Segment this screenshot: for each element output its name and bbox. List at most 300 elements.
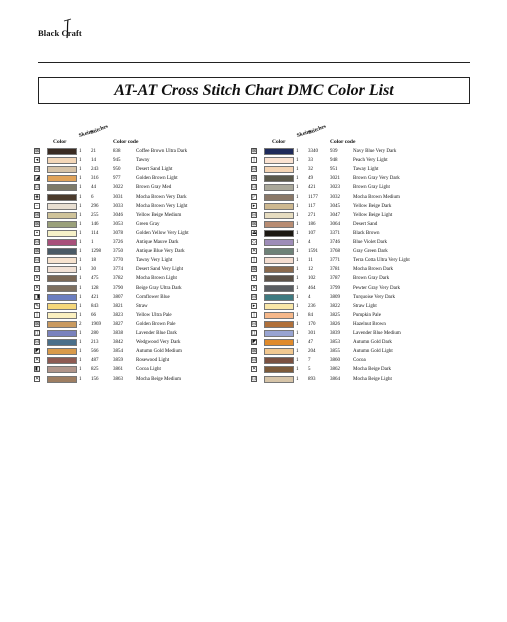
stitches-value: 33 xyxy=(308,158,313,164)
skeins-value: 1 xyxy=(79,212,82,218)
color-row xyxy=(34,202,244,211)
dmc-code: 3821 xyxy=(113,303,123,309)
stitches-value: 421 xyxy=(91,294,99,300)
symbol-icon: ⊠ xyxy=(252,349,257,355)
skeins-value: 1 xyxy=(296,240,299,245)
skeins-value: 1 xyxy=(296,249,299,255)
color-name: Mocha Brown Medium xyxy=(353,194,400,200)
color-name: Lavender Blue Dark xyxy=(136,331,177,336)
color-swatch xyxy=(47,330,77,337)
skeins-value: 1 xyxy=(79,185,82,191)
color-row xyxy=(34,265,244,274)
right-header-stitches: Stitches xyxy=(307,123,328,136)
color-swatch xyxy=(47,212,77,219)
color-row xyxy=(251,329,461,338)
color-row xyxy=(34,165,244,174)
skeins-value: 1 xyxy=(296,340,299,346)
color-row xyxy=(34,147,244,156)
stitches-value: 102 xyxy=(308,276,316,282)
color-row xyxy=(34,293,244,302)
dmc-code: 3768 xyxy=(330,249,340,255)
color-swatch xyxy=(47,157,77,164)
color-row xyxy=(251,193,461,202)
dmc-code: 3078 xyxy=(113,230,123,236)
color-name: Golden Brown Light xyxy=(136,176,178,182)
color-name: Autumn Gold Dark xyxy=(353,340,392,346)
symbol-icon: ◨ xyxy=(35,294,40,300)
color-row xyxy=(251,165,461,174)
stitches-value: 4 xyxy=(308,294,311,300)
dmc-code: 3064 xyxy=(330,221,340,227)
color-name: Mocha Brown Very Dark xyxy=(136,194,187,200)
color-name: Brown Gray Dark xyxy=(353,276,390,282)
symbol-icon: ▸ xyxy=(252,303,256,309)
symbol-icon: ◸ xyxy=(252,194,256,200)
color-swatch xyxy=(264,148,294,155)
color-name: Golden Yellow Very Light xyxy=(136,230,189,236)
skeins-value: 1 xyxy=(79,367,82,373)
color-name: Mocha Beige Dark xyxy=(353,367,392,373)
dmc-code: 3854 xyxy=(113,349,123,355)
color-swatch xyxy=(47,376,77,383)
stitches-value: 170 xyxy=(308,321,316,327)
dmc-code: 3825 xyxy=(330,312,340,318)
skeins-value: 1 xyxy=(296,358,299,364)
dmc-code: 3787 xyxy=(330,276,340,282)
dmc-code: 3032 xyxy=(330,194,340,200)
stitches-value: 66 xyxy=(91,312,96,318)
symbol-icon: ⊟ xyxy=(252,321,257,327)
color-row xyxy=(251,356,461,365)
dmc-code: 977 xyxy=(113,176,121,182)
stitches-value: 47 xyxy=(308,340,313,346)
color-swatch xyxy=(264,230,294,237)
color-swatch xyxy=(47,194,77,201)
color-row xyxy=(34,229,244,238)
color-row xyxy=(34,238,244,247)
stitches-value: 280 xyxy=(91,331,99,336)
color-name: Autumn Gold Medium xyxy=(136,349,182,355)
skeins-value: 1 xyxy=(79,331,82,336)
dmc-code: 3031 xyxy=(113,194,123,200)
color-name: Mocha Beige Medium xyxy=(136,376,181,382)
left-header-skeins: Skeins xyxy=(78,128,95,139)
stitches-value: 6 xyxy=(91,194,94,200)
color-name: Desert Sand Light xyxy=(136,167,173,173)
stitches-value: 21 xyxy=(91,149,96,154)
color-swatch xyxy=(264,257,294,264)
left-header-code: Color code xyxy=(113,139,139,145)
dmc-code: 3860 xyxy=(330,358,340,364)
dmc-code: 3838 xyxy=(113,331,123,336)
stitches-value: 5 xyxy=(308,367,311,373)
dmc-code: 3790 xyxy=(113,285,123,291)
stitches-value: 843 xyxy=(91,303,99,309)
title-box xyxy=(38,77,470,104)
stitches-value: 566 xyxy=(91,349,99,355)
stitches-value: 18 xyxy=(91,258,96,264)
skeins-value: 1 xyxy=(296,176,299,182)
symbol-icon: ◧ xyxy=(35,367,40,373)
color-swatch xyxy=(264,357,294,364)
stitches-value: 204 xyxy=(308,349,316,355)
color-row xyxy=(34,347,244,356)
dmc-code: 3045 xyxy=(330,203,340,209)
color-row xyxy=(251,229,461,238)
skeins-value: 1 xyxy=(296,376,299,382)
skeins-value: 1 xyxy=(296,321,299,327)
color-swatch xyxy=(264,330,294,337)
color-swatch xyxy=(264,321,294,328)
color-row xyxy=(34,193,244,202)
color-swatch xyxy=(264,175,294,182)
stitches-value: 117 xyxy=(308,203,316,209)
color-name: Brown Gray Med xyxy=(136,185,172,191)
color-row xyxy=(251,238,461,247)
black-craft-logo xyxy=(38,18,98,54)
color-row xyxy=(34,320,244,329)
color-row xyxy=(251,347,461,356)
color-name: Peach Very Light xyxy=(353,158,388,164)
skeins-value: 1 xyxy=(79,167,82,173)
color-swatch xyxy=(264,348,294,355)
color-swatch xyxy=(264,248,294,255)
color-name: Autumn Gold Light xyxy=(353,349,393,355)
skeins-value: 1 xyxy=(296,167,299,173)
color-row xyxy=(251,256,461,265)
color-swatch xyxy=(264,221,294,228)
dmc-code: 3827 xyxy=(113,321,123,327)
skeins-value: 1 xyxy=(79,249,82,255)
stitches-value: 893 xyxy=(308,376,316,382)
color-name: Mocha Brown Dark xyxy=(353,267,393,273)
skeins-value: 1 xyxy=(296,258,299,264)
skeins-value: 1 xyxy=(79,221,82,227)
symbol-icon: ⊟ xyxy=(35,240,40,245)
skeins-value: 2 xyxy=(79,321,82,327)
symbol-icon: ✕ xyxy=(252,285,257,291)
color-swatch xyxy=(264,303,294,310)
skeins-value: 1 xyxy=(79,203,82,209)
symbol-icon: ⊠ xyxy=(35,221,40,227)
skeins-value: 1 xyxy=(79,285,82,291)
color-name: Gray Green Dark xyxy=(353,249,388,255)
color-name: Green Gray xyxy=(136,221,160,227)
skeins-value: 1 xyxy=(296,367,299,373)
color-swatch xyxy=(47,184,77,191)
symbol-icon: │ xyxy=(252,258,256,264)
color-swatch xyxy=(47,148,77,155)
color-name: Tawny xyxy=(136,158,150,164)
dmc-code: 3047 xyxy=(330,212,340,218)
color-row xyxy=(34,183,244,192)
color-row xyxy=(34,365,244,374)
stitches-value: 156 xyxy=(91,376,99,382)
symbol-icon: ◂ xyxy=(35,158,39,164)
symbol-icon: ✕ xyxy=(252,276,257,282)
color-name: Navy Blue Very Dark xyxy=(353,149,397,154)
stitches-value: 107 xyxy=(308,230,316,236)
skeins-value: 1 xyxy=(296,194,299,200)
color-swatch xyxy=(47,294,77,301)
stitches-value: 825 xyxy=(91,367,99,373)
symbol-icon: ◫ xyxy=(252,331,257,336)
color-swatch xyxy=(264,294,294,301)
color-swatch xyxy=(264,275,294,282)
dmc-code: 3822 xyxy=(330,303,340,309)
color-swatch xyxy=(264,166,294,173)
color-name: Rosewood Light xyxy=(136,358,170,364)
left-header-stitches: Stitches xyxy=(89,123,110,136)
color-row xyxy=(251,293,461,302)
skeins-value: 1 xyxy=(296,203,299,209)
color-name: Cornflower Blue xyxy=(136,294,170,300)
symbol-icon: ⊟ xyxy=(35,258,40,264)
color-name: Lavender Blue Medium xyxy=(353,331,401,336)
dmc-code: 3839 xyxy=(330,331,340,336)
color-swatch xyxy=(264,157,294,164)
stitches-value: 301 xyxy=(308,331,316,336)
color-row xyxy=(251,320,461,329)
symbol-icon: ⊡ xyxy=(35,267,40,273)
symbol-icon: ⊟ xyxy=(35,167,40,173)
color-name: Brown Gray Light xyxy=(353,185,390,191)
symbol-icon: ✕ xyxy=(35,285,40,291)
color-name: Mocha Beige Light xyxy=(353,376,392,382)
stitches-value: 475 xyxy=(91,276,99,282)
dmc-code: 3021 xyxy=(330,176,340,182)
color-row xyxy=(251,338,461,347)
color-name: Yellow Beige Medium xyxy=(136,212,182,218)
symbol-icon: ⊠ xyxy=(252,149,257,154)
dmc-code: 3022 xyxy=(113,185,123,191)
dmc-code: 3033 xyxy=(113,203,123,209)
skeins-value: 1 xyxy=(296,349,299,355)
color-name: Tawny Very Light xyxy=(136,258,173,264)
dmc-code: 3774 xyxy=(113,267,123,273)
color-swatch xyxy=(264,212,294,219)
color-row xyxy=(34,211,244,220)
symbol-icon: ⊠ xyxy=(252,176,257,182)
skeins-value: 1 xyxy=(296,331,299,336)
stitches-value: 32 xyxy=(308,167,313,173)
skeins-value: 1 xyxy=(79,349,82,355)
color-name: Pewter Gray Very Dark xyxy=(353,285,400,291)
color-swatch xyxy=(47,348,77,355)
skeins-value: 1 xyxy=(296,185,299,191)
stitches-value: 3340 xyxy=(308,149,318,154)
stitches-value: 243 xyxy=(91,167,99,173)
symbol-icon: ⏏ xyxy=(252,230,257,236)
symbol-icon: ◩ xyxy=(252,340,257,346)
color-row xyxy=(251,220,461,229)
color-row xyxy=(251,174,461,183)
symbol-icon: │ xyxy=(35,312,39,318)
color-row xyxy=(34,274,244,283)
skeins-value: 1 xyxy=(296,294,299,300)
color-swatch xyxy=(47,257,77,264)
skeins-value: 1 xyxy=(79,230,82,236)
stitches-value: 146 xyxy=(91,221,99,227)
color-name: Desert Sand Very Light xyxy=(136,267,183,273)
symbol-icon: ⊠ xyxy=(252,221,257,227)
dmc-code: 950 xyxy=(113,167,121,173)
color-row xyxy=(251,365,461,374)
symbol-icon: │ xyxy=(252,312,256,318)
color-row xyxy=(251,211,461,220)
symbol-icon: ✕ xyxy=(252,367,257,373)
color-name: Yellow Ultra Pale xyxy=(136,312,172,318)
skeins-value: 1 xyxy=(296,149,299,154)
color-row xyxy=(34,220,244,229)
color-row xyxy=(34,329,244,338)
color-row xyxy=(251,156,461,165)
color-row xyxy=(34,356,244,365)
color-row xyxy=(34,174,244,183)
symbol-icon: ⊟ xyxy=(35,340,40,346)
stitches-value: 464 xyxy=(308,285,316,291)
color-name: Mocha Brown Light xyxy=(136,276,177,282)
symbol-icon: ⊟ xyxy=(252,358,257,364)
color-name: Beige Gray Ultra Dark xyxy=(136,285,182,291)
color-swatch xyxy=(264,266,294,273)
symbol-icon: ◪ xyxy=(35,176,40,182)
color-row xyxy=(251,284,461,293)
color-swatch xyxy=(47,239,77,246)
stitches-value: 114 xyxy=(91,230,99,236)
dmc-code: 3859 xyxy=(113,358,123,364)
color-name: Brown Gray Very Dark xyxy=(353,176,400,182)
color-name: Pumpkin Pale xyxy=(353,312,381,318)
symbol-icon: ⊟ xyxy=(252,167,257,173)
dmc-code: 3750 xyxy=(113,249,123,255)
color-name: Antique Blue Very Dark xyxy=(136,249,185,255)
color-name: Straw Light xyxy=(353,303,377,309)
symbol-icon: ✕ xyxy=(35,276,40,282)
color-swatch xyxy=(264,312,294,319)
stitches-value: 84 xyxy=(308,312,313,318)
color-row xyxy=(251,274,461,283)
stitches-value: 255 xyxy=(91,212,99,218)
color-swatch xyxy=(47,285,77,292)
skeins-value: 1 xyxy=(79,194,82,200)
skeins-value: 1 xyxy=(79,258,82,264)
color-row xyxy=(251,183,461,192)
dmc-code: 3809 xyxy=(330,294,340,300)
color-row xyxy=(34,284,244,293)
symbol-icon: ◇ xyxy=(252,240,256,245)
color-swatch xyxy=(47,221,77,228)
color-name: Coffee Brown Ultra Dark xyxy=(136,149,188,154)
symbol-icon: ◩ xyxy=(35,349,40,355)
skeins-value: 1 xyxy=(79,267,82,273)
symbol-icon: ◫ xyxy=(35,331,40,336)
color-row xyxy=(251,302,461,311)
stitches-value: 12 xyxy=(308,267,313,273)
color-swatch xyxy=(264,194,294,201)
dmc-code: 945 xyxy=(113,158,121,164)
dmc-code: 3826 xyxy=(330,321,340,327)
color-swatch xyxy=(47,230,77,237)
stitches-value: 213 xyxy=(91,340,99,346)
dmc-code: 3371 xyxy=(330,230,340,236)
skeins-value: 1 xyxy=(79,358,82,364)
skeins-value: 1 xyxy=(296,230,299,236)
dmc-code: 3862 xyxy=(330,367,340,373)
symbol-icon: ⊡ xyxy=(252,376,257,382)
color-swatch xyxy=(264,366,294,373)
color-name: Golden Brown Pale xyxy=(136,321,176,327)
color-swatch xyxy=(264,203,294,210)
color-swatch xyxy=(47,275,77,282)
left-header-color: Color xyxy=(53,139,67,145)
symbol-icon: ✎ xyxy=(35,303,40,309)
dmc-code: 3863 xyxy=(113,376,123,382)
stitches-value: 11 xyxy=(308,258,313,264)
color-name: Taway Light xyxy=(353,167,379,173)
dmc-code: 3023 xyxy=(330,185,340,191)
symbol-icon: ◈ xyxy=(35,194,39,200)
stitches-value: 236 xyxy=(308,303,316,309)
skeins-value: 1 xyxy=(79,340,82,346)
skeins-value: 1 xyxy=(79,294,82,300)
symbol-icon: ⊠ xyxy=(252,267,257,273)
color-name: Mocha Brown Very Light xyxy=(136,203,188,209)
color-name: Cocoa xyxy=(353,358,366,364)
right-header-skeins: Skeins xyxy=(296,128,313,139)
color-swatch xyxy=(47,166,77,173)
skeins-value: 1 xyxy=(79,276,82,282)
color-name: Turquoise Very Dark xyxy=(353,294,395,300)
color-swatch xyxy=(264,184,294,191)
color-swatch xyxy=(47,303,77,310)
color-name: Yellow Beige Dark xyxy=(353,203,392,209)
dmc-code: 3726 xyxy=(113,240,123,245)
color-name: Yellow Beige Light xyxy=(353,212,393,218)
color-row xyxy=(251,247,461,256)
symbol-icon: ✕ xyxy=(35,358,40,364)
color-name: Wedgwood Very Dark xyxy=(136,340,181,346)
color-name: Black Brown xyxy=(353,230,380,236)
symbol-icon: ⊡ xyxy=(35,185,40,191)
stitches-value: 1298 xyxy=(91,249,101,255)
stitches-value: 49 xyxy=(308,176,313,182)
color-swatch xyxy=(47,321,77,328)
color-swatch xyxy=(264,376,294,383)
dmc-code: 3855 xyxy=(330,349,340,355)
color-row xyxy=(251,375,461,384)
color-name: Terra Cotta Ultra Very Light xyxy=(353,258,410,264)
dmc-code: 3782 xyxy=(113,276,123,282)
color-name: Cocoa Light xyxy=(136,367,161,373)
symbol-icon: ✕ xyxy=(252,249,257,255)
right-header-code: Color code xyxy=(330,139,356,145)
color-name: Hazelnut Brown xyxy=(353,321,386,327)
dmc-code: 3861 xyxy=(113,367,123,373)
stitches-value: 316 xyxy=(91,176,99,182)
stitches-value: 1969 xyxy=(91,321,101,327)
stitches-value: 186 xyxy=(308,221,316,227)
color-name: Antique Mauve Dark xyxy=(136,240,179,245)
color-row xyxy=(34,338,244,347)
color-name: Desert Sand xyxy=(353,221,378,227)
color-row xyxy=(34,311,244,320)
dmc-code: 838 xyxy=(113,149,121,154)
dmc-code: 3770 xyxy=(113,258,123,264)
dmc-code: 3046 xyxy=(113,212,123,218)
color-swatch xyxy=(47,366,77,373)
skeins-value: 1 xyxy=(79,312,82,318)
